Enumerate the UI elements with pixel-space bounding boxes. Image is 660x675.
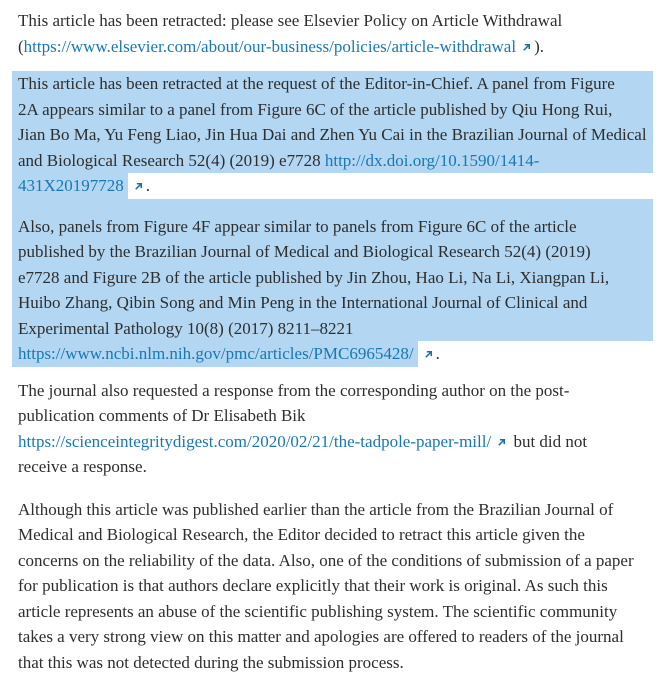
text-run: . — [145, 176, 151, 195]
selection-highlight-block — [12, 71, 653, 367]
external-link-icon[interactable] — [423, 341, 434, 367]
text-run: e7728 and Figure 2B of the article published by Jin Zhou, Hao Li, Na Li, Xiangpan Li, — [18, 267, 610, 287]
text-line — [12, 316, 653, 342]
withdrawal-policy-paragraph — [18, 8, 640, 59]
hyperlink[interactable]: http://dx.doi.org/10.1590/1414- — [324, 150, 540, 170]
hyperlink[interactable]: https://www.elsevier.com/about/our-business/policies/article-withdrawal — [23, 36, 517, 56]
text-run: 2A appears similar to a panel from Figure 6C of the article published by Qiu Hong Rui, — [18, 99, 613, 119]
text-run: . — [435, 344, 440, 363]
text-run: Huibo Zhang, Qibin Song and Min Peng in the International Journal of Clinical and — [18, 293, 588, 312]
text-line — [12, 148, 653, 174]
text-run: Jian Bo Ma, Yu Feng Liao, Jin Hua Dai and Zhen Yu Cai in the Brazilian Journal of Medical — [18, 125, 647, 144]
hyperlink[interactable]: https://scienceintegritydigest.com/2020/02/21/the-tadpole-paper-mill/ — [18, 431, 492, 451]
selection-paragraph-gap — [12, 199, 653, 214]
editor-decision-paragraph — [18, 497, 640, 675]
retraction-notice-document — [18, 8, 647, 675]
text-run: ). — [534, 36, 544, 56]
text-line — [12, 122, 653, 148]
text-line — [12, 173, 653, 199]
external-link-icon[interactable] — [521, 34, 532, 60]
text-line — [12, 71, 653, 97]
external-link-icon[interactable] — [133, 173, 144, 199]
figure-4f-retraction-paragraph — [12, 214, 653, 367]
author-response-paragraph — [18, 378, 640, 480]
text-run: and Biological Research 52(4) (2019) e7728 — [18, 150, 325, 170]
selected-text — [12, 172, 128, 199]
selected-text — [12, 340, 418, 367]
text-line — [12, 290, 653, 316]
text-line — [12, 214, 653, 240]
text-line — [12, 341, 653, 367]
text-run: This article has been retracted: please see Elsevier Policy on Article Withdrawal ( — [18, 11, 563, 56]
text-line — [12, 239, 653, 265]
text-run: The journal also requested a response from the corresponding author on the post-publication comments of Dr Elisabeth Bik — [18, 380, 570, 425]
hyperlink[interactable]: 431X20197728 — [18, 176, 124, 195]
figure-2a-retraction-paragraph — [12, 71, 653, 199]
text-line — [12, 97, 653, 123]
text-run: Experimental Pathology 10(8) (2017) 8211–8221 — [18, 318, 354, 338]
text-run: Also, panels from Figure 4F appear similar to panels from Figure 6C of the article — [18, 216, 577, 236]
external-link-icon[interactable] — [496, 429, 507, 455]
text-run: Although this article was published earlier than the article from the Brazilian Journal of Medical and Biological Research, the Editor decided to retract this article given the concerns on the reliability of the data. Also, one of the conditions of submission of a paper for publication is that authors declare explicitly that their work is original. As such this article represents an abuse of the scientific publishing system. The scientific community takes a very strong view on this matter and apologies are offered to readers of the journal that this was not detected during the submission process. — [18, 499, 634, 672]
text-run: This article has been retracted at the request of the Editor-in-Chief. A panel from Figure — [18, 74, 615, 93]
text-run: but did not receive a response. — [18, 431, 588, 476]
text-run: published by the Brazilian Journal of Medical and Biological Research 52(4) (2019) — [18, 242, 591, 261]
hyperlink[interactable]: https://www.ncbi.nlm.nih.gov/pmc/articles/PMC6965428/ — [18, 344, 414, 363]
text-line — [12, 265, 653, 291]
